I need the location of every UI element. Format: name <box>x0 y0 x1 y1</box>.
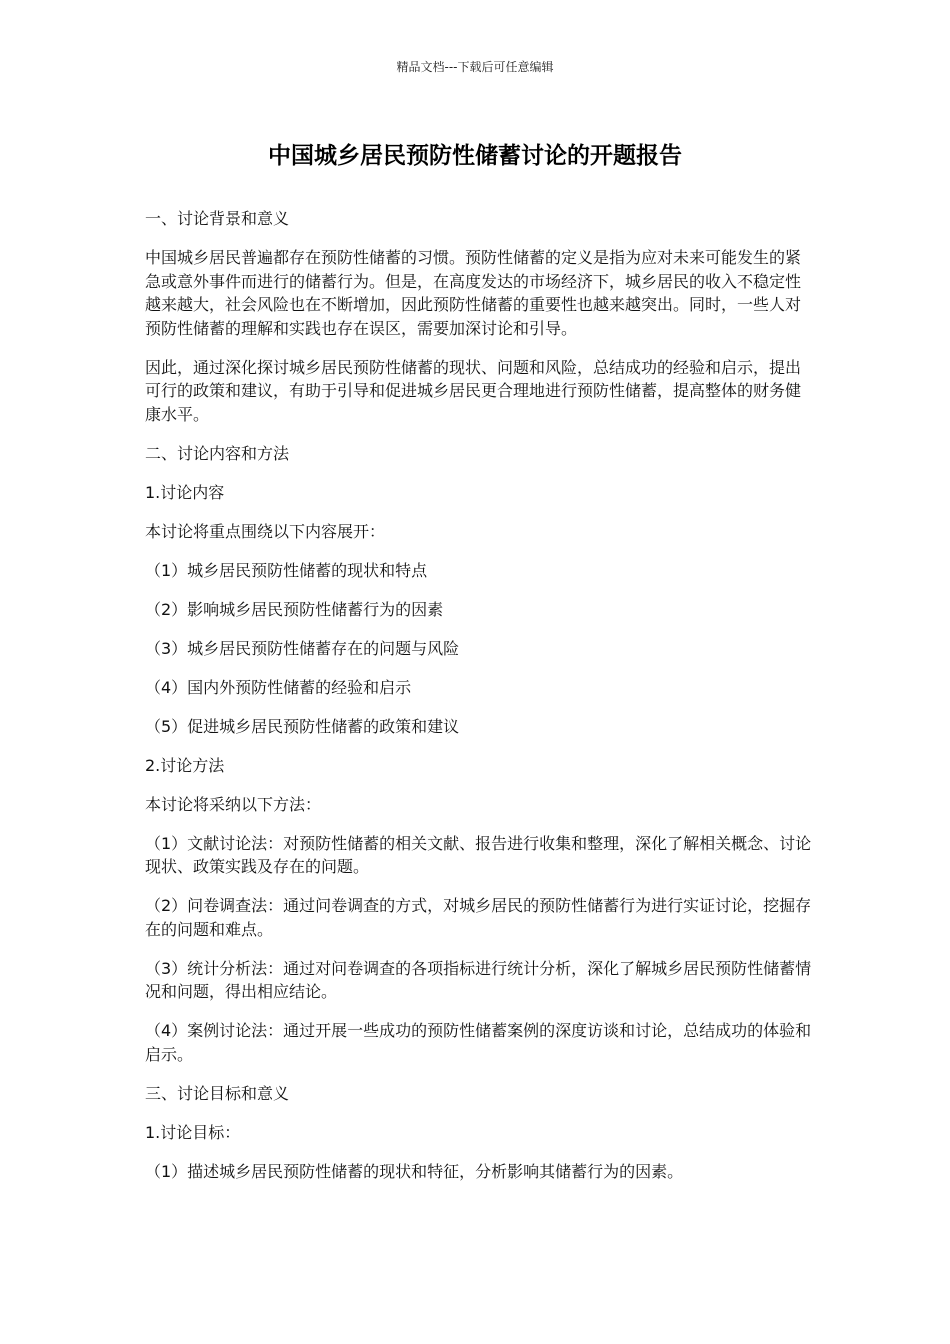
section-heading: 三、讨论目标和意义 <box>145 1083 290 1103</box>
body-paragraph: 本讨论将重点围绕以下内容展开： <box>145 521 386 541</box>
list-item: （2）影响城乡居民预防性储蓄行为的因素 <box>145 599 444 619</box>
subsection-heading: 1.讨论目标： <box>145 1122 241 1142</box>
section-heading: 一、讨论背景和意义 <box>145 209 290 228</box>
list-item: （4）案例讨论法：通过开展一些成功的预防性储蓄案例的深度访谈和讨论，总结成功的体验和启示。 <box>145 1021 812 1064</box>
list-item: （5）促进城乡居民预防性储蓄的政策和建议 <box>145 716 460 736</box>
list-item: （1）城乡居民预防性储蓄的现状和特点 <box>145 560 428 580</box>
document-title: 中国城乡居民预防性储蓄讨论的开题报告 <box>268 143 682 169</box>
list-item: （4）国内外预防性储蓄的经验和启示 <box>145 677 412 697</box>
body-paragraph: 因此，通过深化探讨城乡居民预防性储蓄的现状、问题和风险，总结成功的经验和启示，提出可行的政策和建议，有助于引导和促进城乡居民更合理地进行预防性储蓄，提高整体的财务健康水平。 <box>145 357 802 424</box>
list-item: （1）描述城乡居民预防性储蓄的现状和特征，分析影响其储蓄行为的因素。 <box>145 1161 684 1181</box>
list-item: （3）城乡居民预防性储蓄存在的问题与风险 <box>145 638 460 658</box>
section-heading: 二、讨论内容和方法 <box>145 443 290 463</box>
list-item: （2）问卷调查法：通过问卷调查的方式，对城乡居民的预防性储蓄行为进行实证讨论，挖掘存在的问题和难点。 <box>145 896 812 939</box>
body-paragraph: 本讨论将采纳以下方法： <box>145 794 322 814</box>
body-paragraph: 中国城乡居民普遍都存在预防性储蓄的习惯。预防性储蓄的定义是指为应对未来可能发生的紧急或意外事件而进行的储蓄行为。但是，在高度发达的市场经济下，城乡居民的收入不稳定性越来越大，社会风险也在不断增加，因此预防性储蓄的重要性也越来越突出。同时，一些人对预防性储蓄的理解和实践也存在误区，需要加深讨论和引导。 <box>145 248 802 338</box>
subsection-heading: 2.讨论方法 <box>145 755 225 775</box>
subsection-heading: 1.讨论内容 <box>145 482 225 502</box>
list-item: （1）文献讨论法：对预防性储蓄的相关文献、报告进行收集和整理，深化了解相关概念、讨论现状、政策实践及存在的问题。 <box>145 833 812 876</box>
document-body <box>145 207 815 1199</box>
list-item: （3）统计分析法：通过对问卷调查的各项指标进行统计分析，深化了解城乡居民预防性储蓄情况和问题，得出相应结论。 <box>145 958 812 1001</box>
header-note: 精品文档---下载后可任意编辑 <box>396 60 554 74</box>
